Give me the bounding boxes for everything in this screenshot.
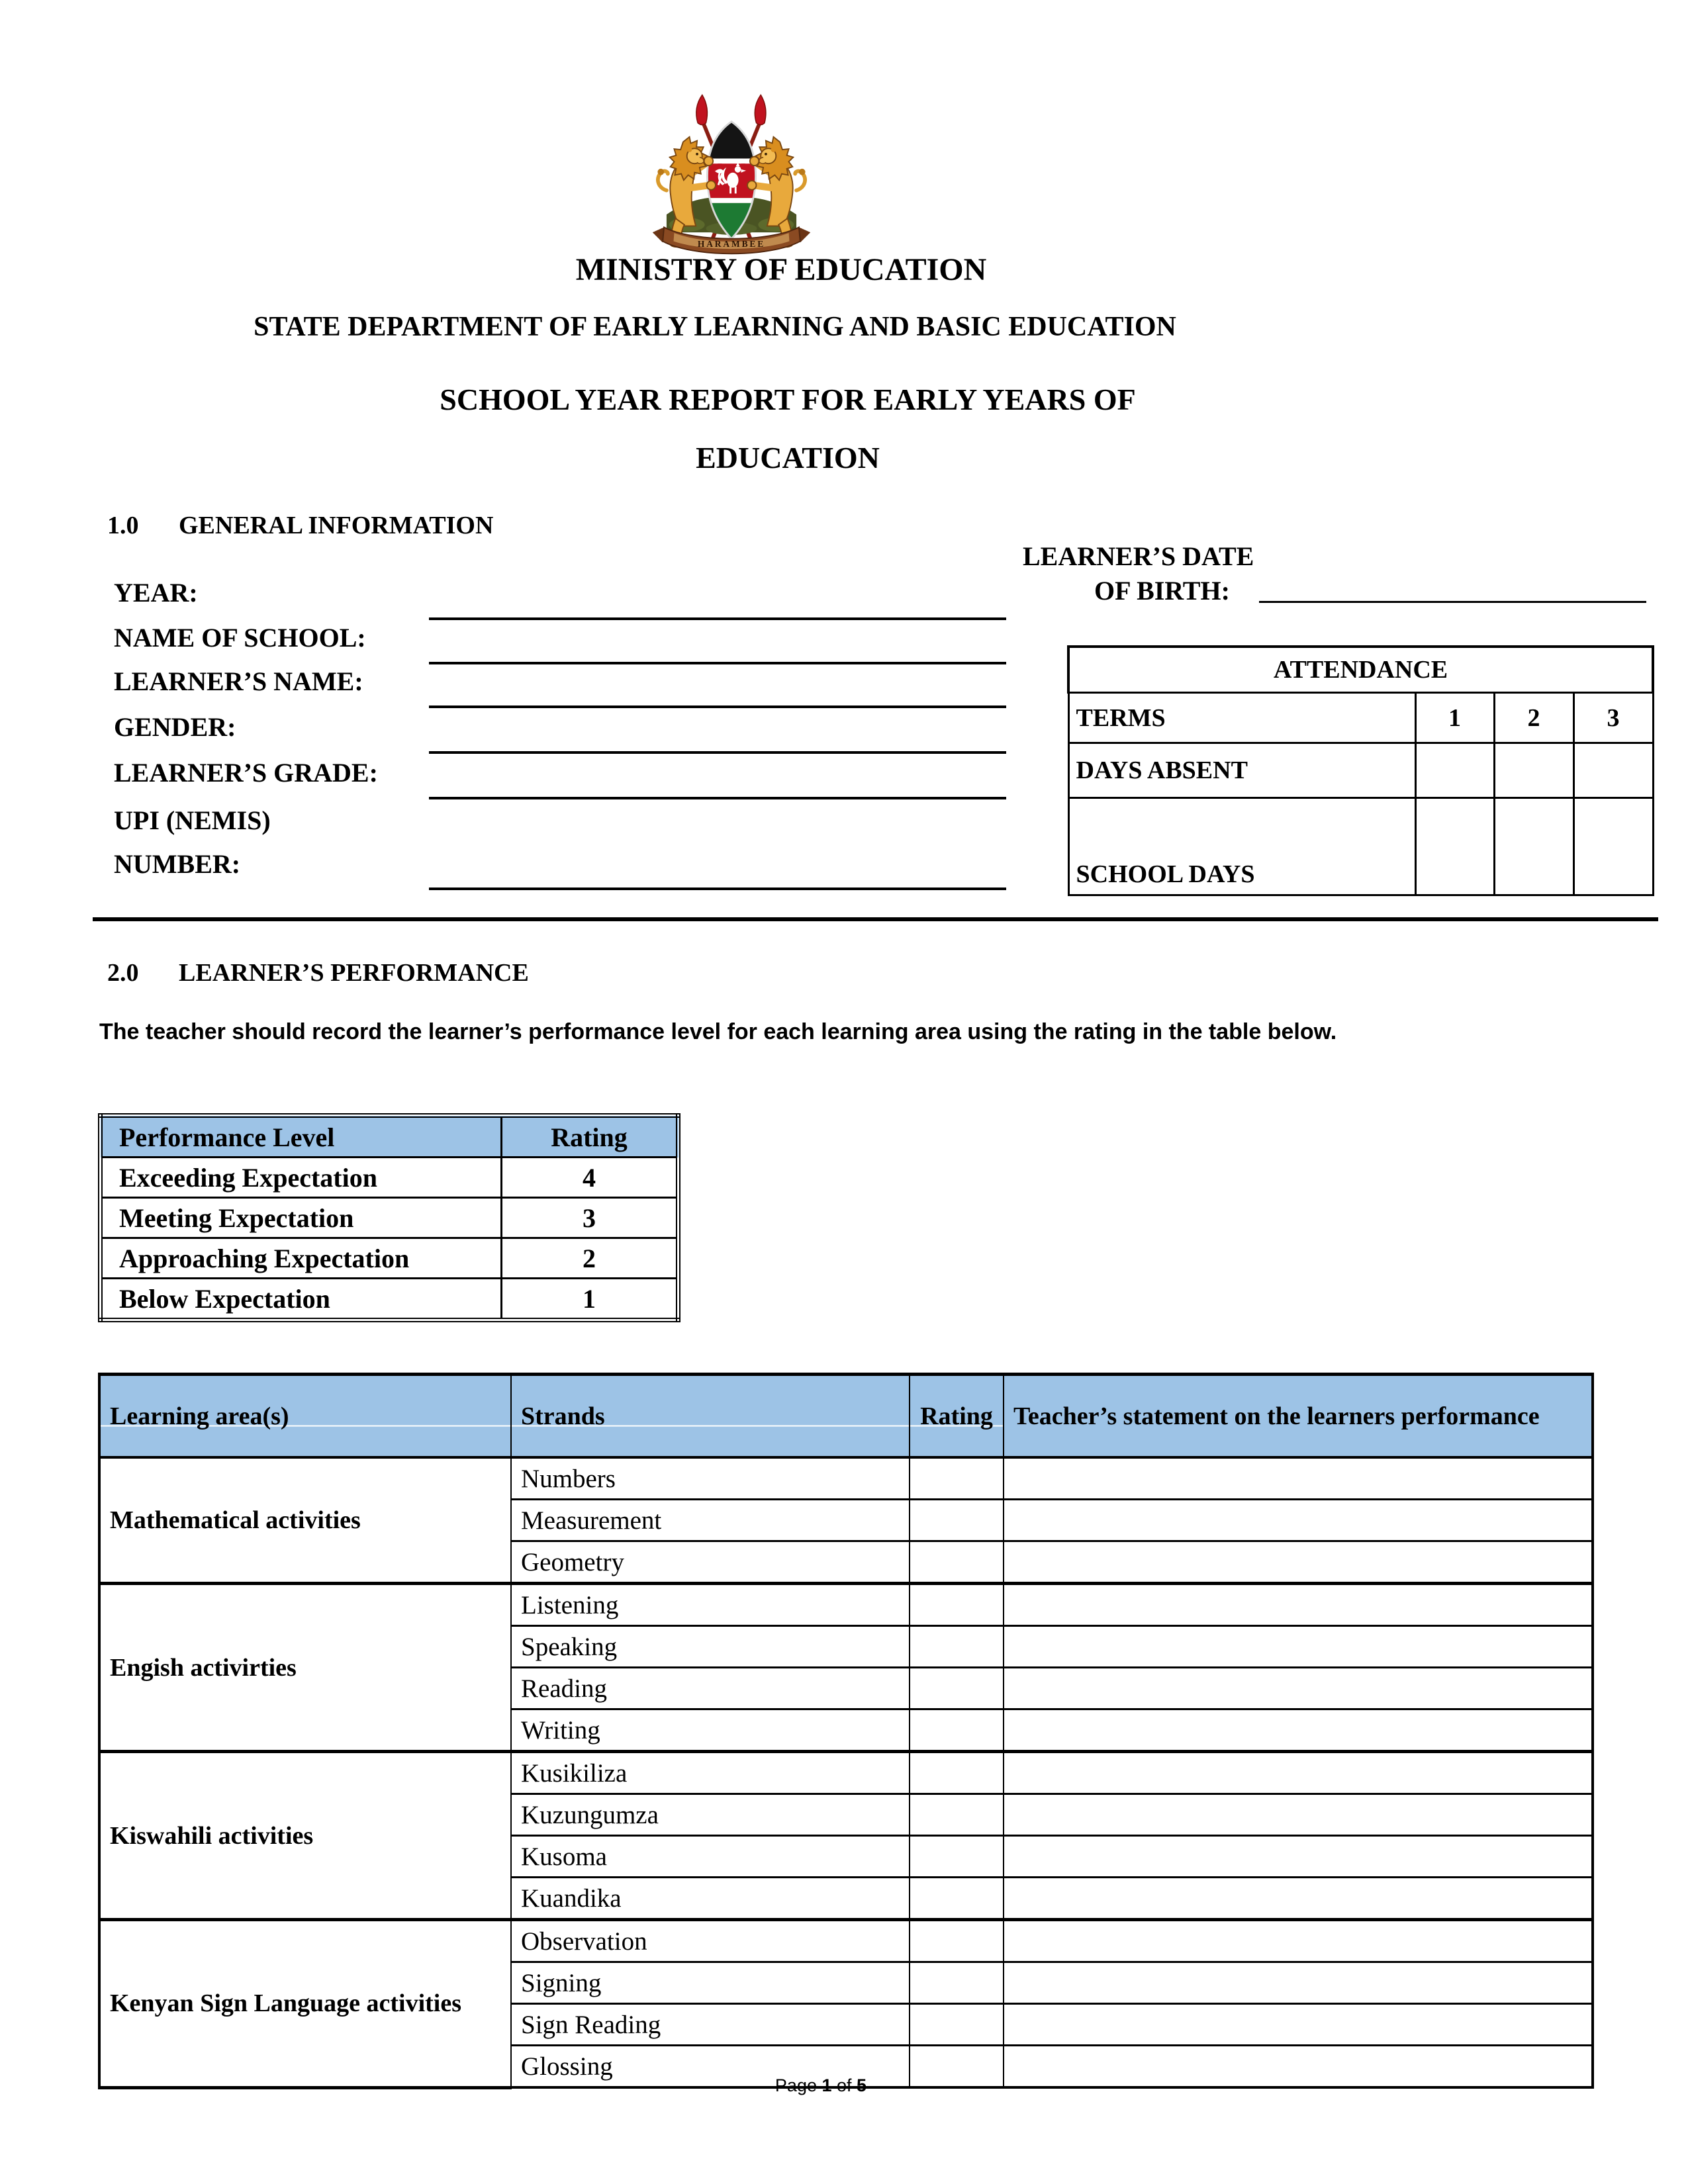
rating-cell (910, 1668, 1004, 1709)
rating-cell (910, 1878, 1004, 1920)
days-absent-term2-cell (1494, 743, 1573, 798)
days-absent-label: DAYS ABSENT (1068, 743, 1415, 798)
term-2-header: 2 (1494, 693, 1573, 743)
school-name-field-line (429, 662, 1006, 664)
section-1-heading (107, 511, 493, 540)
days-absent-term1-cell (1415, 743, 1494, 798)
upi-field-line (429, 887, 1006, 890)
footer-total-pages: 5 (857, 2075, 867, 2095)
table-row (101, 1158, 679, 1198)
level-exceeding: Exceeding Expectation (101, 1158, 502, 1198)
strand-sign-reading: Sign Reading (511, 2004, 910, 2046)
rating-1: 1 (502, 1279, 679, 1320)
statement-cell (1004, 1584, 1593, 1626)
upi-label-line1: UPI (NEMIS) (114, 805, 271, 835)
rating-2: 2 (502, 1238, 679, 1279)
section-divider (93, 917, 1658, 921)
strand-glossing: Glossing (511, 2046, 910, 2088)
dob-label-line1: LEARNER’S DATE (1023, 541, 1254, 571)
rating-3: 3 (502, 1198, 679, 1238)
kenya-coat-of-arms-icon (649, 91, 814, 260)
rating-cell (910, 1541, 1004, 1584)
strand-signing: Signing (511, 1962, 910, 2004)
rating-cell (910, 1752, 1004, 1794)
statement-cell (1004, 1878, 1593, 1920)
strand-writing: Writing (511, 1709, 910, 1752)
rating-scale-table (98, 1113, 680, 1322)
rating-cell (910, 1626, 1004, 1668)
days-absent-term3-cell (1573, 743, 1653, 798)
rating-cell (910, 1962, 1004, 2004)
statement-cell (1004, 1541, 1593, 1584)
dob-label (1023, 539, 1254, 608)
year-label: YEAR: (114, 578, 198, 608)
statement-cell (1004, 1962, 1593, 2004)
learning-area-header: Learning area(s) (99, 1375, 511, 1458)
dob-label-line2: OF BIRTH: (1094, 576, 1230, 606)
level-approaching: Approaching Expectation (101, 1238, 502, 1279)
strand-geometry: Geometry (511, 1541, 910, 1584)
statement-cell (1004, 1626, 1593, 1668)
area-mathematical: Mathematical activities (99, 1457, 511, 1584)
rating-cell (910, 1794, 1004, 1836)
ministry-title: MINISTRY OF EDUCATION (575, 252, 987, 287)
table-row (101, 1198, 679, 1238)
rating-header: Rating (502, 1116, 679, 1158)
rating-cell (910, 1457, 1004, 1500)
strand-observation: Observation (511, 1920, 910, 1962)
learner-name-label: LEARNER’S NAME: (114, 666, 363, 696)
upi-label-line2: NUMBER: (114, 849, 241, 879)
performance-instruction: The teacher should record the learner’s performance level for each learning area using the rating in the table below. (99, 1019, 1337, 1044)
school-days-term2-cell (1494, 798, 1573, 895)
report-title-line1: SCHOOL YEAR REPORT FOR EARLY YEARS OF (440, 383, 1136, 416)
learner-grade-field-line (429, 797, 1006, 799)
teacher-statement-header: Teacher’s statement on the learners performance (1004, 1375, 1593, 1458)
learning-areas-table (98, 1373, 1594, 2089)
level-below: Below Expectation (101, 1279, 502, 1320)
statement-cell (1004, 1709, 1593, 1752)
motto-text: HARAMBEE (697, 239, 766, 250)
table-row (99, 1584, 1593, 1626)
statement-cell (1004, 1920, 1593, 1962)
statement-cell (1004, 2004, 1593, 2046)
area-ksl: Kenyan Sign Language activities (99, 1920, 511, 2088)
strand-kusikiliza: Kusikiliza (511, 1752, 910, 1794)
section-2-number: 2.0 (107, 959, 139, 987)
school-days-term3-cell (1573, 798, 1653, 895)
strand-numbers: Numbers (511, 1457, 910, 1500)
rating-4: 4 (502, 1158, 679, 1198)
statement-cell (1004, 1752, 1593, 1794)
report-title (0, 371, 1632, 487)
dob-field-line (1259, 601, 1646, 603)
area-kiswahili: Kiswahili activities (99, 1752, 511, 1920)
rating-column-header: Rating (910, 1375, 1004, 1458)
footer-page-number: 1 (821, 2075, 832, 2095)
section-1-number: 1.0 (107, 512, 139, 539)
school-name-label: NAME OF SCHOOL: (114, 623, 366, 653)
attendance-table (1067, 645, 1654, 896)
footer-of-word: of (831, 2075, 857, 2095)
report-title-line2: EDUCATION (696, 441, 880, 475)
section-2-heading (107, 958, 529, 987)
table-row (101, 1238, 679, 1279)
section-1-title: GENERAL INFORMATION (179, 512, 494, 539)
rating-cell (910, 1500, 1004, 1541)
term-3-header: 3 (1573, 693, 1653, 743)
strand-kuandika: Kuandika (511, 1878, 910, 1920)
strand-listening: Listening (511, 1584, 910, 1626)
strand-speaking: Speaking (511, 1626, 910, 1668)
page-footer (0, 2075, 1665, 2096)
gender-label: GENDER: (114, 712, 236, 742)
statement-cell (1004, 1457, 1593, 1500)
rating-cell (910, 1920, 1004, 1962)
school-days-term1-cell (1415, 798, 1494, 895)
statement-cell (1004, 1794, 1593, 1836)
level-meeting: Meeting Expectation (101, 1198, 502, 1238)
rating-cell (910, 1836, 1004, 1878)
table-row (101, 1279, 679, 1320)
statement-cell (1004, 1500, 1593, 1541)
attendance-title: ATTENDANCE (1068, 647, 1653, 693)
performance-level-header: Performance Level (101, 1116, 502, 1158)
terms-label: TERMS (1068, 693, 1415, 743)
footer-page-word: Page (774, 2075, 822, 2095)
strand-kuzungumza: Kuzungumza (511, 1794, 910, 1836)
table-row (99, 1752, 1593, 1794)
department-title: STATE DEPARTMENT OF EARLY LEARNING AND BASIC EDUCATION (254, 312, 1176, 342)
table-row (99, 1457, 1593, 1500)
statement-cell (1004, 1668, 1593, 1709)
gender-field-line (429, 751, 1006, 754)
learner-name-field-line (429, 705, 1006, 708)
rating-cell (910, 2004, 1004, 2046)
rating-cell (910, 1584, 1004, 1626)
year-field-line (429, 617, 1006, 620)
table-row (99, 1920, 1593, 1962)
area-english: Engish activirties (99, 1584, 511, 1752)
term-1-header: 1 (1415, 693, 1494, 743)
statement-cell (1004, 1836, 1593, 1878)
rating-cell (910, 1709, 1004, 1752)
strand-measurement: Measurement (511, 1500, 910, 1541)
strands-header: Strands (511, 1375, 910, 1458)
strand-reading: Reading (511, 1668, 910, 1709)
strand-kusoma: Kusoma (511, 1836, 910, 1878)
learner-grade-label: LEARNER’S GRADE: (114, 758, 378, 788)
section-2-title: LEARNER’S PERFORMANCE (179, 959, 529, 987)
school-days-label: SCHOOL DAYS (1068, 798, 1415, 895)
